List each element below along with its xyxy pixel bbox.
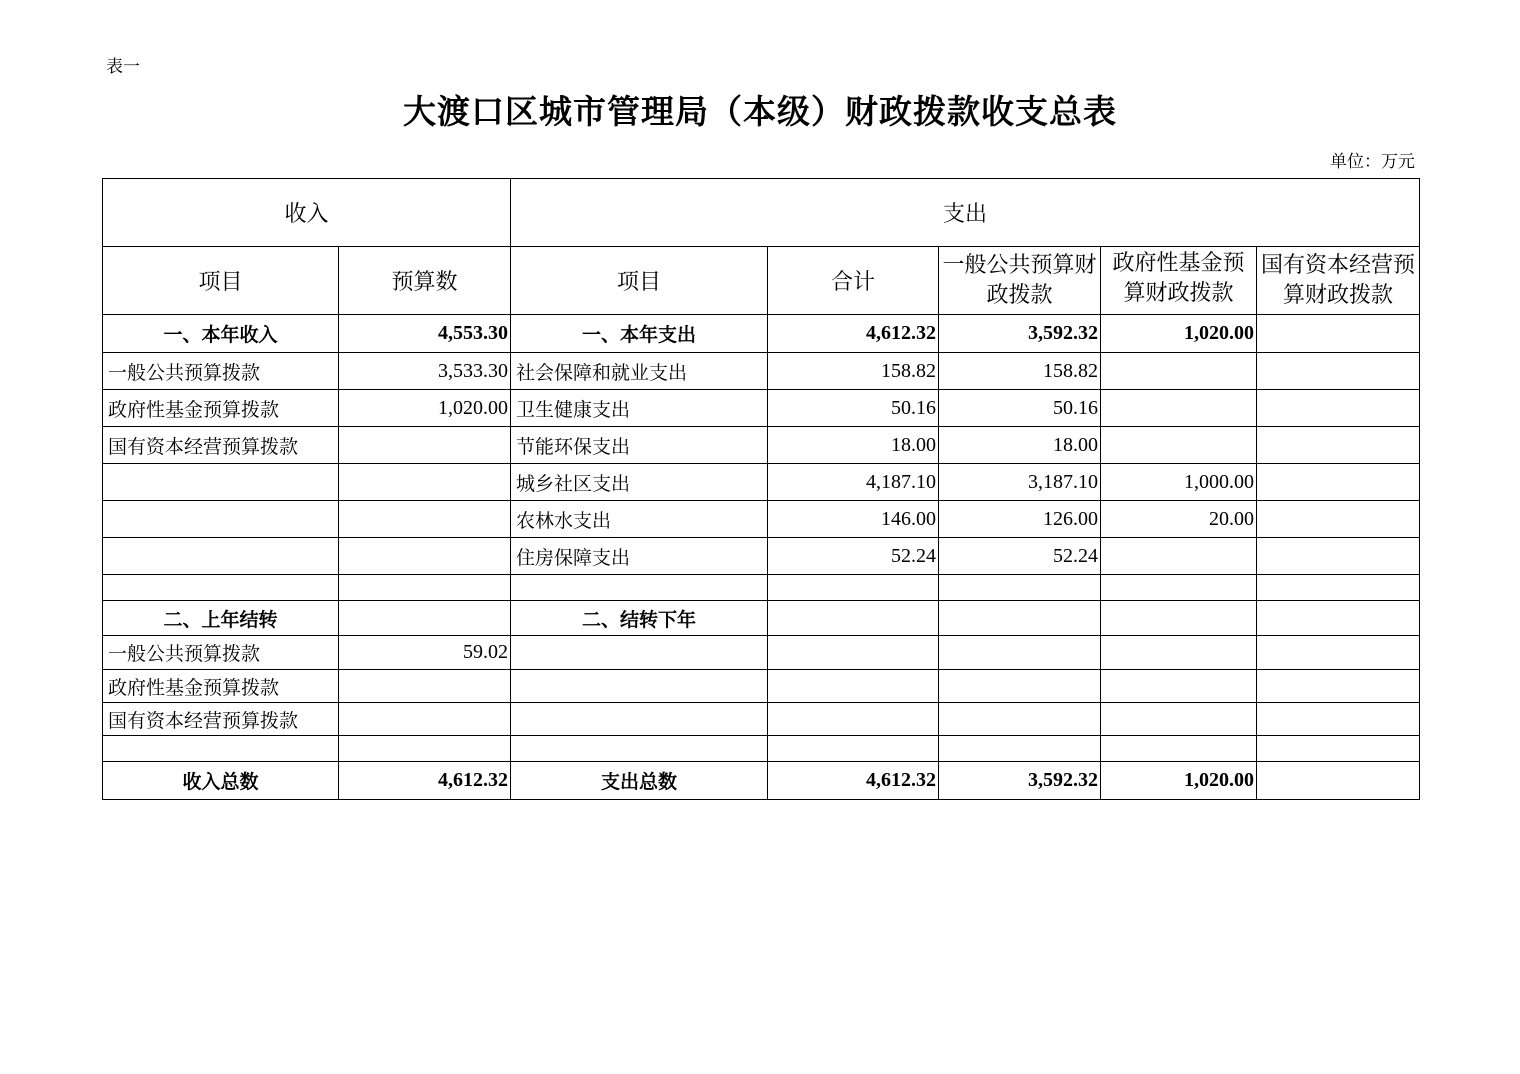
empty-cell bbox=[511, 636, 768, 670]
empty-cell bbox=[339, 575, 511, 601]
empty-cell bbox=[103, 575, 339, 601]
empty-cell bbox=[1257, 736, 1420, 762]
income-item-header: 项目 bbox=[103, 247, 339, 315]
expense-item: 城乡社区支出 bbox=[511, 464, 768, 501]
fund-value: 20.00 bbox=[1101, 501, 1257, 538]
total-value: 50.16 bbox=[768, 390, 939, 427]
income-total-value: 4,612.32 bbox=[339, 762, 511, 800]
expense-item: 住房保障支出 bbox=[511, 538, 768, 575]
income-budget-header: 预算数 bbox=[339, 247, 511, 315]
general-value: 50.16 bbox=[939, 390, 1101, 427]
fund-value: 1,000.00 bbox=[1101, 464, 1257, 501]
income-value: 1,020.00 bbox=[339, 390, 511, 427]
total-value: 4,612.32 bbox=[768, 315, 939, 353]
empty-cell bbox=[511, 670, 768, 703]
general-public-header bbox=[939, 247, 1101, 315]
income-value: 59.02 bbox=[339, 636, 511, 670]
empty-cell bbox=[1101, 736, 1257, 762]
empty-cell bbox=[339, 670, 511, 703]
total-value: 18.00 bbox=[768, 427, 939, 464]
total-value: 4,612.32 bbox=[768, 762, 939, 800]
total-value bbox=[768, 601, 939, 636]
empty-cell bbox=[768, 575, 939, 601]
general-value bbox=[939, 601, 1101, 636]
fund-value bbox=[1101, 538, 1257, 575]
empty-cell bbox=[768, 636, 939, 670]
general-value: 126.00 bbox=[939, 501, 1101, 538]
page-title: 大渡口区城市管理局（本级）财政拨款收支总表 bbox=[403, 92, 1117, 131]
state-capital-header bbox=[1257, 247, 1420, 315]
empty-cell bbox=[768, 670, 939, 703]
expense-header: 支出 bbox=[511, 179, 1420, 247]
table-row bbox=[103, 501, 1420, 538]
empty-cell bbox=[1257, 703, 1420, 736]
income-item bbox=[103, 501, 339, 538]
income-value bbox=[339, 427, 511, 464]
gov-fund-header-text: 政府性基金预算财政拨款 bbox=[1112, 251, 1245, 306]
income-item: 一般公共预算拨款 bbox=[103, 353, 339, 390]
fund-value: 1,020.00 bbox=[1101, 762, 1257, 800]
capital-value bbox=[1257, 501, 1420, 538]
table-row bbox=[103, 575, 1420, 601]
totals-row bbox=[103, 762, 1420, 800]
fund-value bbox=[1101, 601, 1257, 636]
empty-cell bbox=[1257, 670, 1420, 703]
total-value: 146.00 bbox=[768, 501, 939, 538]
empty-cell bbox=[1257, 575, 1420, 601]
empty-cell bbox=[339, 736, 511, 762]
general-public-header-text: 一般公共预算财政拨款 bbox=[942, 252, 1097, 308]
table-row bbox=[103, 353, 1420, 390]
fund-value bbox=[1101, 353, 1257, 390]
table-row bbox=[103, 736, 1420, 762]
income-value: 4,553.30 bbox=[339, 315, 511, 353]
unit-label: 单位：万元 bbox=[1330, 152, 1415, 172]
table-number: 表一 bbox=[106, 57, 140, 77]
income-value bbox=[339, 464, 511, 501]
income-value bbox=[339, 538, 511, 575]
expense-total-label: 支出总数 bbox=[511, 762, 768, 800]
expense-item: 卫生健康支出 bbox=[511, 390, 768, 427]
state-capital-header-text: 国有资本经营预算财政拨款 bbox=[1261, 252, 1416, 308]
income-item: 二、上年结转 bbox=[103, 601, 339, 636]
empty-cell bbox=[511, 736, 768, 762]
empty-cell bbox=[768, 703, 939, 736]
empty-cell bbox=[939, 736, 1101, 762]
capital-value bbox=[1257, 762, 1420, 800]
general-value: 158.82 bbox=[939, 353, 1101, 390]
general-value: 3,592.32 bbox=[939, 315, 1101, 353]
table-row bbox=[103, 601, 1420, 636]
empty-cell bbox=[1101, 703, 1257, 736]
fund-value: 1,020.00 bbox=[1101, 315, 1257, 353]
income-item: 国有资本经营预算拨款 bbox=[103, 427, 339, 464]
general-value: 3,187.10 bbox=[939, 464, 1101, 501]
expense-item: 农林水支出 bbox=[511, 501, 768, 538]
total-value: 52.24 bbox=[768, 538, 939, 575]
expense-item: 二、结转下年 bbox=[511, 601, 768, 636]
header-row-1 bbox=[103, 179, 1420, 247]
income-item bbox=[103, 538, 339, 575]
income-item: 政府性基金预算拨款 bbox=[103, 390, 339, 427]
empty-cell bbox=[1101, 670, 1257, 703]
expense-item: 一、本年支出 bbox=[511, 315, 768, 353]
empty-cell bbox=[939, 670, 1101, 703]
income-item: 政府性基金预算拨款 bbox=[103, 670, 339, 703]
expense-item: 社会保障和就业支出 bbox=[511, 353, 768, 390]
gov-fund-header bbox=[1101, 247, 1257, 315]
empty-cell bbox=[1101, 636, 1257, 670]
empty-cell bbox=[1101, 575, 1257, 601]
empty-cell bbox=[1257, 636, 1420, 670]
empty-cell bbox=[339, 703, 511, 736]
capital-value bbox=[1257, 353, 1420, 390]
general-value: 52.24 bbox=[939, 538, 1101, 575]
empty-cell bbox=[511, 703, 768, 736]
empty-cell bbox=[939, 636, 1101, 670]
expense-item-header: 项目 bbox=[511, 247, 768, 315]
table-row bbox=[103, 390, 1420, 427]
capital-value bbox=[1257, 538, 1420, 575]
table-row bbox=[103, 315, 1420, 353]
empty-cell bbox=[939, 575, 1101, 601]
capital-value bbox=[1257, 390, 1420, 427]
income-item: 国有资本经营预算拨款 bbox=[103, 703, 339, 736]
fund-value bbox=[1101, 427, 1257, 464]
capital-value bbox=[1257, 464, 1420, 501]
income-value bbox=[339, 501, 511, 538]
table-row bbox=[103, 538, 1420, 575]
table-row bbox=[103, 636, 1420, 670]
empty-cell bbox=[103, 736, 339, 762]
header-row-2 bbox=[103, 247, 1420, 315]
capital-value bbox=[1257, 315, 1420, 353]
total-header: 合计 bbox=[768, 247, 939, 315]
fund-value bbox=[1101, 390, 1257, 427]
capital-value bbox=[1257, 427, 1420, 464]
income-header: 收入 bbox=[103, 179, 511, 247]
capital-value bbox=[1257, 601, 1420, 636]
table-row bbox=[103, 703, 1420, 736]
budget-table bbox=[102, 178, 1420, 800]
total-value: 4,187.10 bbox=[768, 464, 939, 501]
income-item bbox=[103, 464, 339, 501]
income-item: 一般公共预算拨款 bbox=[103, 636, 339, 670]
income-value: 3,533.30 bbox=[339, 353, 511, 390]
income-total-label: 收入总数 bbox=[103, 762, 339, 800]
empty-cell bbox=[939, 703, 1101, 736]
income-value bbox=[339, 601, 511, 636]
general-value: 18.00 bbox=[939, 427, 1101, 464]
expense-item: 节能环保支出 bbox=[511, 427, 768, 464]
table-row bbox=[103, 464, 1420, 501]
table-row bbox=[103, 670, 1420, 703]
empty-cell bbox=[511, 575, 768, 601]
table-row bbox=[103, 427, 1420, 464]
general-value: 3,592.32 bbox=[939, 762, 1101, 800]
empty-cell bbox=[768, 736, 939, 762]
total-value: 158.82 bbox=[768, 353, 939, 390]
income-item: 一、本年收入 bbox=[103, 315, 339, 353]
